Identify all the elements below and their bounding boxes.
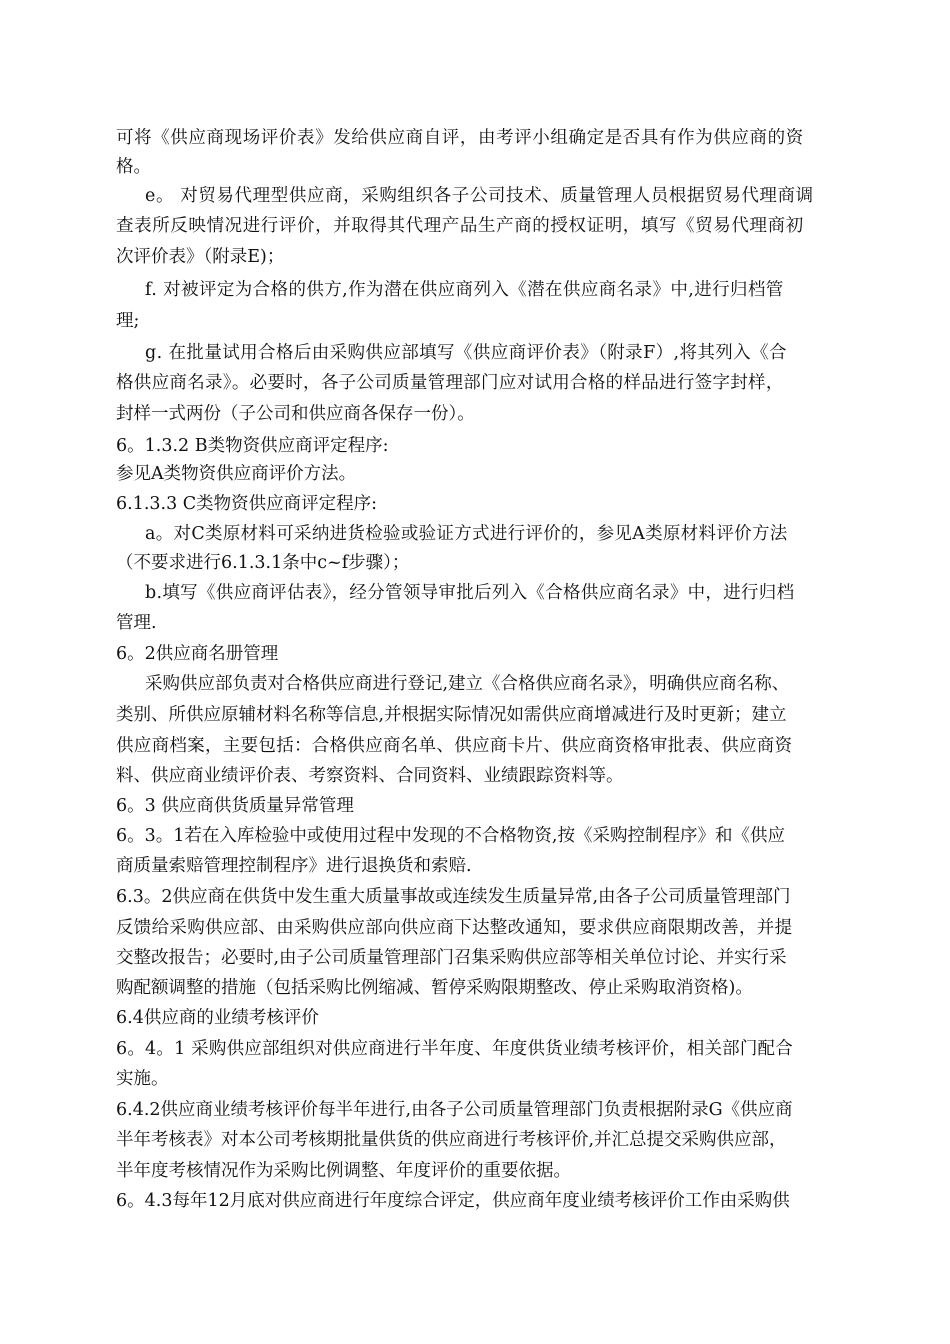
text-line: a。对C类原材料可采纳进货检验或验证方式进行评价的，参见A类原材料评价方法 xyxy=(145,524,788,544)
text-line: 交整改报告；必要时,由子公司质量管理部门召集采购供应部等相关单位讨论、并实行采 xyxy=(116,948,787,968)
text-line: 查表所反映情况进行评价，并取得其代理产品生产商的授权证明，填写《贸易代理商初 xyxy=(116,216,804,236)
text-line: f. 对被评定为合格的供方,作为潜在供应商列入《潜在供应商名录》中,进行归档管 xyxy=(145,280,784,300)
text-line: 封样一式两份（子公司和供应商各保存一份）。 xyxy=(116,404,475,424)
text-line: 采购供应部负责对合格供应商进行登记,建立《合格供应商名录》，明确供应商名称、 xyxy=(145,674,790,694)
text-line: 反馈给采购供应部、由采购供应部向供应商下达整改通知，要求供应商限期改善，并提 xyxy=(116,918,793,938)
text-line: 6。4.3每年12月底对供应商进行年度综合评定，供应商年度业绩考核评价工作由采购供 xyxy=(116,1191,790,1211)
text-line: 实施。 xyxy=(116,1069,169,1089)
section-heading: 6.4供应商的业绩考核评价 xyxy=(116,1008,319,1028)
text-line: 格。 xyxy=(116,157,151,177)
text-line: 类别、所供应原辅材料名称等信息,并根据实际情况如需供应商增减进行及时更新；建立 xyxy=(116,705,787,725)
text-line: 商质量索赔管理控制程序》进行退换货和索赔. xyxy=(116,856,472,876)
text-line: 6.3。2供应商在供货中发生重大质量事故或连续发生质量异常,由各子公司质量管理部门 xyxy=(116,887,791,907)
section-heading: 6。3 供应商供货质量异常管理 xyxy=(116,796,354,816)
text-line: 6。4。1 采购供应部组织对供应商进行半年度、年度供货业绩考核评价，相关部门配合 xyxy=(116,1039,793,1059)
text-line: 管理. xyxy=(116,613,157,633)
text-line: e。 对贸易代理型供应商，采购组织各子公司技术、质量管理人员根据贸易代理商调 xyxy=(145,186,814,206)
text-line: 6。3。1若在入库检验中或使用过程中发现的不合格物资,按《采购控制程序》和《供应 xyxy=(116,826,785,846)
text-line: 半年考核表》对本公司考核期批量供货的供应商进行考核评价,并汇总提交采购供应部， xyxy=(116,1130,787,1150)
text-line: 6.1.3.3 C类物资供应商评定程序: xyxy=(116,494,378,514)
text-line: 参见A类物资供应商评价方法。 xyxy=(116,464,357,484)
text-line: 半年度考核情况作为采购比例调整、年度评价的重要依据。 xyxy=(116,1161,571,1181)
text-line: 格供应商名录》。必要时，各子公司质量管理部门应对试用合格的样品进行签字封样， xyxy=(116,373,784,393)
text-line: g. 在批量试用合格后由采购供应部填写《供应商评价表》（附录F）,将其列入《合 xyxy=(145,343,787,363)
text-line: b.填写《供应商评估表》，经分管领导审批后列入《合格供应商名录》中，进行归档 xyxy=(145,583,795,603)
text-line: 购配额调整的措施（包括采购比例缩减、暂停采购限期整改、停止采购取消资格)。 xyxy=(116,978,753,998)
section-heading: 6。2供应商名册管理 xyxy=(116,644,279,664)
text-line: 可将《供应商现场评价表》发给供应商自评，由考评小组确定是否具有作为供应商的资 xyxy=(116,128,804,148)
text-line: 供应商档案，主要包括：合格供应商名单、供应商卡片、供应商资格审批表、供应商资 xyxy=(116,736,793,756)
text-line: 理; xyxy=(116,311,140,331)
text-line: 次评价表》（附录E)； xyxy=(116,247,285,267)
text-line: 料、供应商业绩评价表、考察资料、合同资料、业绩跟踪资料等。 xyxy=(116,766,624,786)
text-line: 6.4.2供应商业绩考核评价每半年进行,由各子公司质量管理部门负责根据附录G《供应商 xyxy=(116,1100,793,1120)
text-line: （不要求进行6.1.3.1条中c~f步骤）； xyxy=(116,553,410,573)
text-line: 6。1.3.2 B类物资供应商评定程序: xyxy=(116,436,389,456)
